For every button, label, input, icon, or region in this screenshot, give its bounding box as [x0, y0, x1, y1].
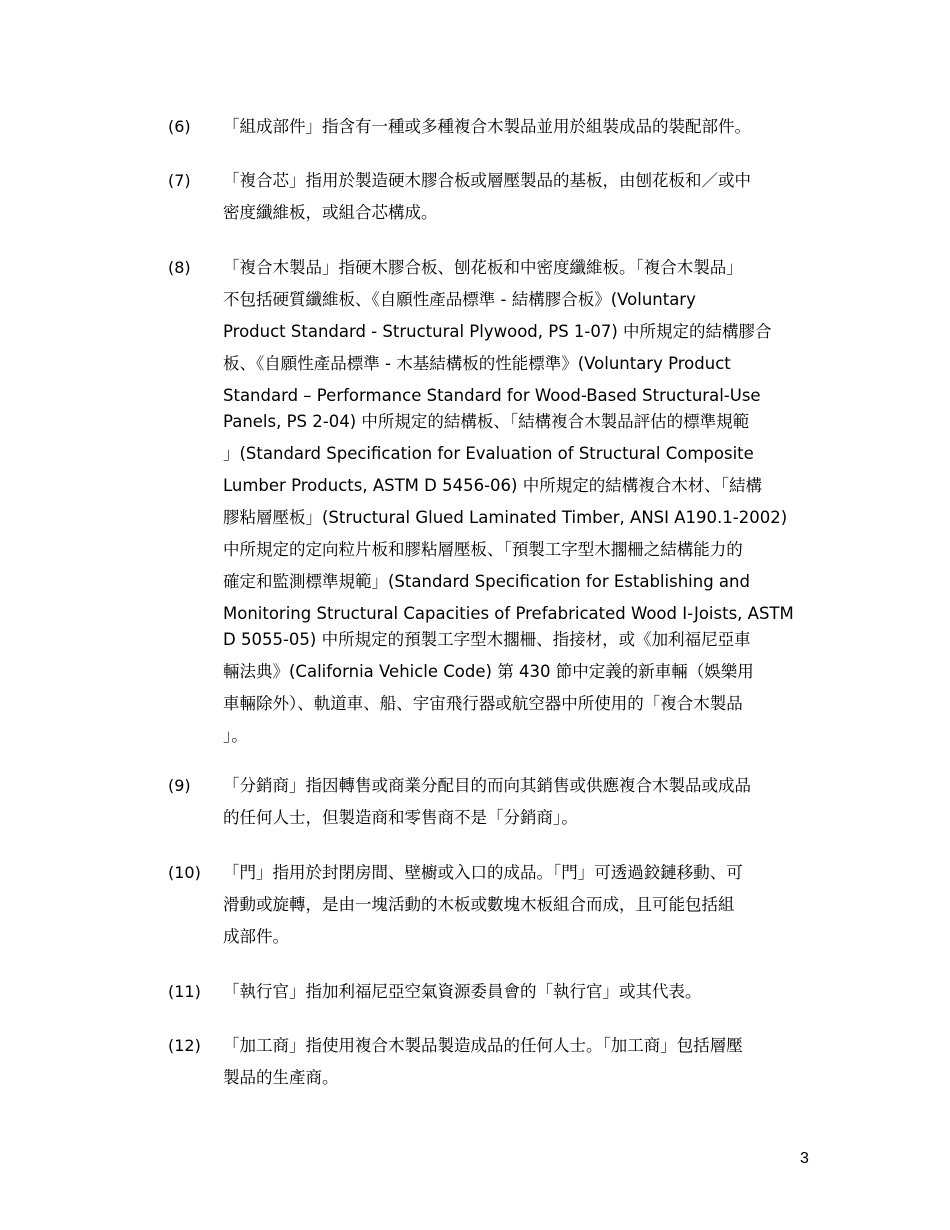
item-number: (12) [168, 1036, 201, 1055]
text-line: 「分銷商」指因轉售或商業分配目的而向其銷售或供應複合木製品或成品 [223, 776, 751, 795]
text-line: 「複合芯」指用於製造硬木膠合板或層壓製品的基板，由刨花板和／或中 [223, 171, 751, 190]
text-line: Monitoring Structural Capacities of Prefabricated Wood I-Joists, ASTM [223, 604, 794, 623]
item-text [223, 976, 811, 1008]
text-line: 」(Standard Specification for Evaluation of Structural Composite [223, 444, 754, 463]
item-text [223, 1030, 811, 1094]
text-line: 的任何人士，但製造商和零售商不是「分銷商」。 [223, 808, 578, 827]
item-number: (6) [168, 117, 191, 136]
text-line: 不包括硬質纖維板、《自願性產品標準 - 結構膠合板》(Voluntary [223, 290, 696, 309]
item-text [223, 857, 811, 953]
text-line: 」。 [223, 726, 248, 745]
text-line: 「組成部件」指含有一種或多種複合木製品並用於組裝成品的裝配部件。 [223, 117, 751, 136]
item-text [223, 111, 811, 143]
item-number: (11) [168, 982, 201, 1001]
text-line: 板、《自願性產品標準 - 木基結構板的性能標準》(Voluntary Product [223, 354, 731, 373]
text-line: 製品的生產商。 [223, 1068, 339, 1087]
text-line: 「複合木製品」指硬木膠合板、刨花板和中密度纖維板。「複合木製品」 [223, 258, 743, 277]
item-number: (10) [168, 863, 201, 882]
page-number: 3 [800, 1150, 809, 1167]
item-text [223, 165, 811, 229]
text-line: Standard – Performance Standard for Wood-Based Structural-Use [223, 386, 761, 405]
text-line: 車輛除外）、軌道車、船、宇宙飛行器或航空器中所使用的「複合木製品 [223, 694, 743, 713]
text-line: Lumber Products, ASTM D 5456-06) 中所規定的結構複合木材、「結構 [223, 476, 762, 495]
text-line: 膠粘層壓板」(Structural Glued Laminated Timber, ANSI A190.1-2002) [223, 508, 788, 527]
text-line: 「門」指用於封閉房間、壁櫥或入口的成品。「門」可透過鉸鏈移動、可 [223, 863, 743, 882]
item-number: (7) [168, 171, 191, 190]
item-text [223, 770, 811, 834]
text-line: D 5055-05) 中所規定的預製工字型木擱柵、指接材，或《加利福尼亞車 [223, 630, 751, 649]
item-number: (8) [168, 258, 191, 277]
text-line: 中所規定的定向粒片板和膠粘層壓板、「預製工字型木擱柵之結構能力的 [223, 540, 743, 559]
text-line: 「執行官」指加利福尼亞空氣資源委員會的「執行官」或其代表。 [223, 982, 702, 1001]
item-number: (9) [168, 776, 191, 795]
text-line: 滑動或旋轉，是由一塊活動的木板或數塊木板組合而成，且可能包括組 [223, 895, 735, 914]
text-line: Product Standard - Structural Plywood, PS 1-07) 中所規定的結構膠合 [223, 322, 772, 341]
text-line: 確定和監測標準規範」(Standard Specification for Establishing and [223, 572, 750, 591]
text-line: 密度纖維板，或組合芯構成。 [223, 203, 438, 222]
item-text [223, 252, 811, 752]
text-line: Panels, PS 2-04) 中所規定的結構板、「結構複合木製品評估的標準規範 [223, 412, 750, 431]
text-line: 輛法典》(California Vehicle Code) 第 430 節中定義的新車輛（娛樂用 [223, 662, 754, 681]
text-line: 成部件。 [223, 927, 289, 946]
text-line: 「加工商」指使用複合木製品製造成品的任何人士。「加工商」包括層壓 [223, 1036, 743, 1055]
